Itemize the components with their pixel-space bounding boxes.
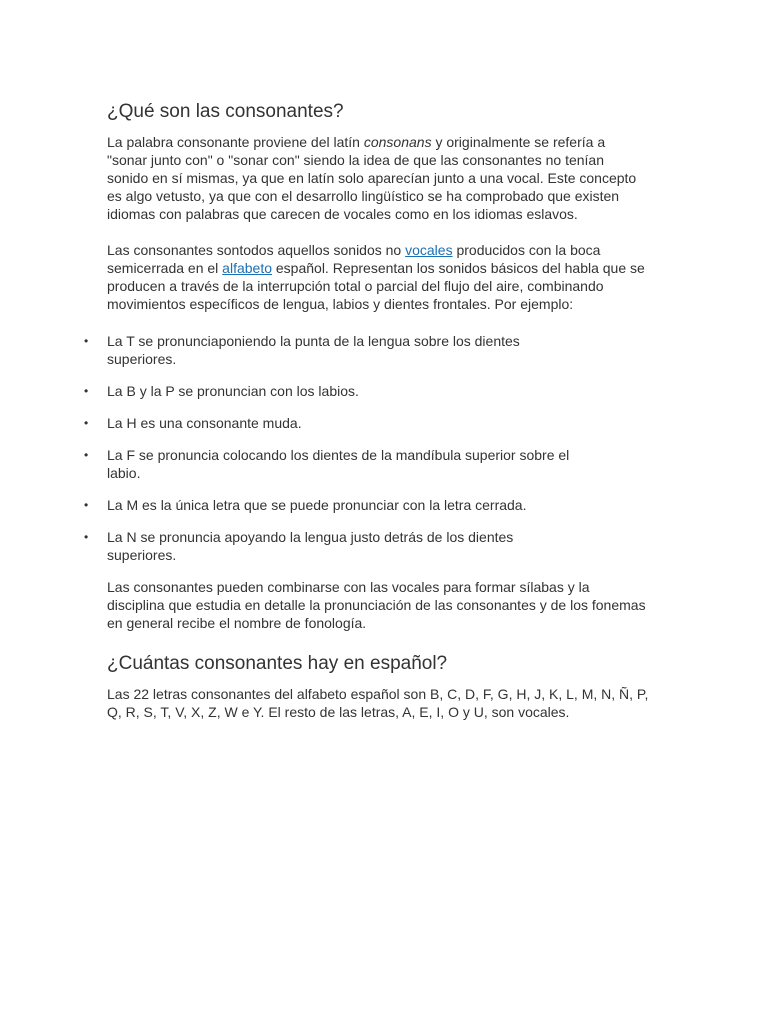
bullet-icon: • xyxy=(84,416,89,430)
section-heading-cuantas: ¿Cuántas consonantes hay en español? xyxy=(107,653,448,674)
bullet-icon: • xyxy=(84,498,89,512)
list-item xyxy=(84,382,662,400)
paragraph-definicion-text-c: español. Representan los sonidos básicos del habla que se producen a través de la interrupción total o parcial del flujo del aire, combinando movimientos específicos de lengua, labios y dientes frontales. Por ejemplo: xyxy=(107,260,645,312)
list-item-text: La N se pronuncia apoyando la lengua justo detrás de los dientes superiores. xyxy=(107,529,514,563)
list-item xyxy=(84,332,662,368)
paragraph-origen-text-a: La palabra consonante proviene del latín xyxy=(107,134,364,150)
list-item-text: La T se pronunciaponiendo la punta de la lengua sobre los dientes superiores. xyxy=(107,333,520,367)
list-item xyxy=(84,496,662,514)
paragraph-letras: Las 22 letras consonantes del alfabeto español son B, C, D, F, G, H, J, K, L, M, N, Ñ, P, Q, R, S, T, V, X, Z, W e Y. El resto de las letras, A, E, I, O y U, son vocales. xyxy=(107,686,649,720)
paragraph-definicion-text-b: producidos con la boca semicerrada en el xyxy=(107,242,601,276)
list-item-text: La F se pronuncia colocando los dientes de la mandíbula superior sobre el labio. xyxy=(107,447,570,481)
paragraph-origen xyxy=(107,133,647,223)
list-item xyxy=(84,528,662,564)
list-item-text: La H es una consonante muda. xyxy=(107,415,302,431)
list-item xyxy=(84,446,662,482)
examples-list xyxy=(84,332,662,564)
list-item-text: La B y la P se pronuncian con los labios. xyxy=(107,383,359,399)
list-item xyxy=(84,414,662,432)
link-vocales[interactable]: vocales xyxy=(405,242,453,258)
section-heading-que-son: ¿Qué son las consonantes? xyxy=(107,101,344,122)
bullet-icon: • xyxy=(84,384,89,398)
paragraph-fonologia: Las consonantes pueden combinarse con las vocales para formar sílabas y la disciplina que estudia en detalle la pronunciación de las consonantes y de los fonemas en general recibe el nombre de fonología. xyxy=(107,579,646,631)
bullet-icon: • xyxy=(84,448,89,462)
paragraph-definicion-text-a: Las consonantes sontodos aquellos sonidos no xyxy=(107,242,406,258)
paragraph-origen-text-b: y originalmente se refería a "sonar junto con" o "sonar con" siendo la idea de que las consonantes no tenían sonido en sí mismas, ya que en latín solo aparecían junto a una vocal. Este concepto es algo vetusto, ya que con el desarrollo lingüístico se ha comprobado que existen idiomas con palabras que carecen de vocales como en los idiomas eslavos. xyxy=(107,134,637,222)
list-item-text: La M es la única letra que se puede pronunciar con la letra cerrada. xyxy=(107,497,527,513)
bullet-icon: • xyxy=(84,334,89,348)
article-content xyxy=(84,100,662,721)
link-alfabeto[interactable]: alfabeto xyxy=(222,260,272,276)
latin-term: consonans xyxy=(363,134,432,150)
paragraph-definicion xyxy=(107,241,647,313)
bullet-icon: • xyxy=(84,530,89,544)
